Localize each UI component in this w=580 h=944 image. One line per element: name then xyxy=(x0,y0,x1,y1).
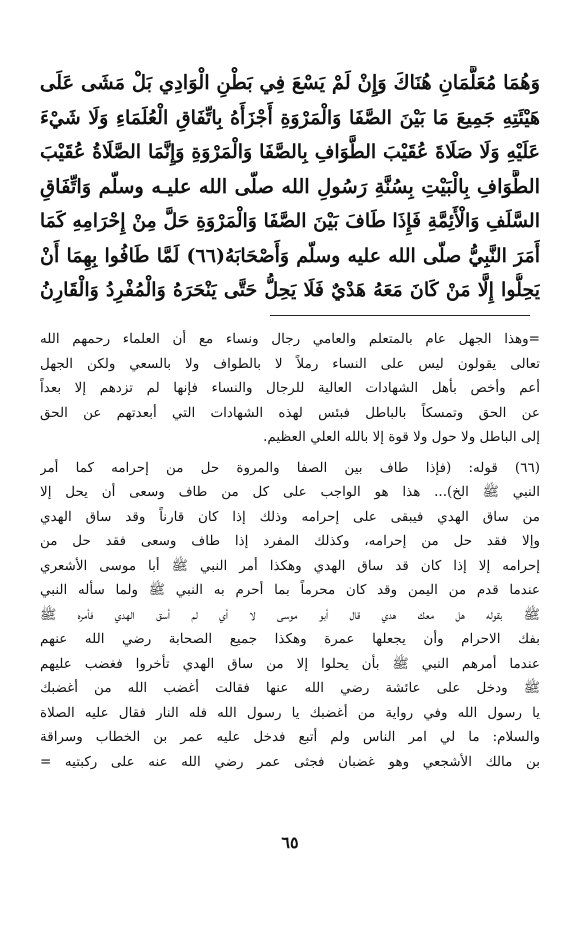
footnote-66 xyxy=(40,456,540,775)
footnote-continuation xyxy=(40,327,540,450)
main-text-line: عَلَيْهِ وَلَا صَلَاةَ عُقَيْبَ الطَّوَافِ بِالصَّفَا وَالْمَرْوَةِ وَإِنَّمَا الصَّلَاةُ عُقَيْبَ xyxy=(40,141,540,163)
page-number: ٦٥ xyxy=(281,833,299,852)
footnote-line: من ساق الهدي فيبقى على إحرامه وذلك إذا كان قارناً وقد ساق الهدي xyxy=(40,508,540,525)
footnote-line: ﷺ ودخل على عائشة رضي الله عنها فقالت أغضب الله من أغضبك xyxy=(40,680,540,696)
footnote-line: يا رسول الله وفي رواية من أغضبك يا رسول الله فله النار فقال عليه الصلاة xyxy=(40,704,540,721)
main-text-line: وَهُمَا مُعَلَّمَانِ هُنَاكَ وَإِنْ لَمْ يَسْعَ فِي بَطْنِ الْوَادِي بَلْ مَشَى عَلَى xyxy=(40,71,540,94)
main-text-line: الطَّوَافِ بِالْبَيْتِ بِسُنَّةِ رَسُولِ الله صلّى الله عليـه وسلّم وَاتِّفَاقِ xyxy=(40,174,540,198)
footnote-line: تعالى يقولون ليس على النساء رملاً لا بالطواف ولا بالسعي ولكن الجهل xyxy=(40,355,540,372)
footnote-line: عندما أمرهم النبي ﷺ بأن يحلوا إلا من ساق الهدي تأخروا فغضب عليهم xyxy=(40,655,540,672)
footnote-line: ﷺ بقوله هل معك هدي قال أبو موسى لا أي لم أسق الهدي فأمره ﷺ xyxy=(40,606,540,623)
footnote-line: والسلام: ما لي امر الناس ولم أتبع فدخل عليه عمر بن الخطاب وسراقة xyxy=(40,729,540,745)
footnotes-block xyxy=(40,327,540,774)
footnote-line: وإلا فقد حل من إحرامه، وكذلك المفرد إذا طاف وسعى فقد حل من xyxy=(40,533,540,549)
footnote-line: (٦٦) قوله: (فإذا طاف بين الصفا والمروة حل من إحرامه كما أمر xyxy=(40,459,540,476)
footnote-line: عن الحق وتمسكاً بالباطل فبئس لهذه الشهادات التي أبعدتهم عن الحق xyxy=(40,404,540,421)
footnote-line: بفك الاحرام وأن يجعلها عمرة وهكذا جميع الصحابة رضي الله عنهم xyxy=(40,631,540,647)
footnote-line: إحرامه إلا إذا كان قد ساق الهدي وهكذا أمر النبي ﷺ أبا موسى الأشعري xyxy=(40,557,540,574)
footnote-line: =وهذا الجهل عام بالمتعلم والعامي رجال ونساء مع أن العلماء رحمهم الله xyxy=(40,331,540,347)
main-text-line: أَمَرَ النَّبِيُّ صلّى الله عليه وسلّم وَأَصْحَابَهُ(٦٦) لَمَّا طَافُوا بِهِمَا أَنْ xyxy=(40,244,540,267)
main-text-line: هَيْئَتِهِ جَمِيعَ مَا بَيْنَ الصَّفَا وَالْمَرْوَةِ أَجْزَأَهُ بِاتِّفَاقِ الْعُلَمَاءِ وَلَا شَيْءَ xyxy=(40,106,540,129)
footnote-line: إلى الباطل ولا حول ولا قوة إلا بالله العلي العظيم. xyxy=(263,429,540,445)
main-text-line: يَحِلُّوا إِلَّا مَنْ كَانَ مَعَهُ هَدْيٌ فَلَا يَحِلُّ حَتَّى يَنْحَرَهُ وَالْمُفْرِدُ وَالْقَارِنُ xyxy=(40,279,540,301)
footnote-separator xyxy=(270,315,530,316)
footnote-line: النبي ﷺ الخ)... هذا هو الواجب على كل من طاف وسعى أن يحل إلا xyxy=(40,484,540,500)
footnote-line: أعم وأخص بأهل الشهادات العالية للرجال والنساء فإنها لم تزدهم إلا بعداً xyxy=(40,380,540,396)
book-page xyxy=(40,0,540,944)
footnote-line: بن مالك الأشجعي وهو غضبان فجثى عمر رضي الله عنه على ركبتيه = xyxy=(40,753,540,770)
footnote-line: عندما قدم من اليمن وقد كان محرماً بما أحرم به النبي ﷺ ولما سأله النبي xyxy=(40,582,540,598)
main-text-block xyxy=(40,66,540,308)
main-text-line: السَّلَفِ وَالْأَئِمَّةِ فَإِذَا طَافَ بَيْنَ الصَّفَا وَالْمَرْوَةِ حَلَّ مِنْ إِحْرَامِهِ كَمَا xyxy=(40,210,540,232)
